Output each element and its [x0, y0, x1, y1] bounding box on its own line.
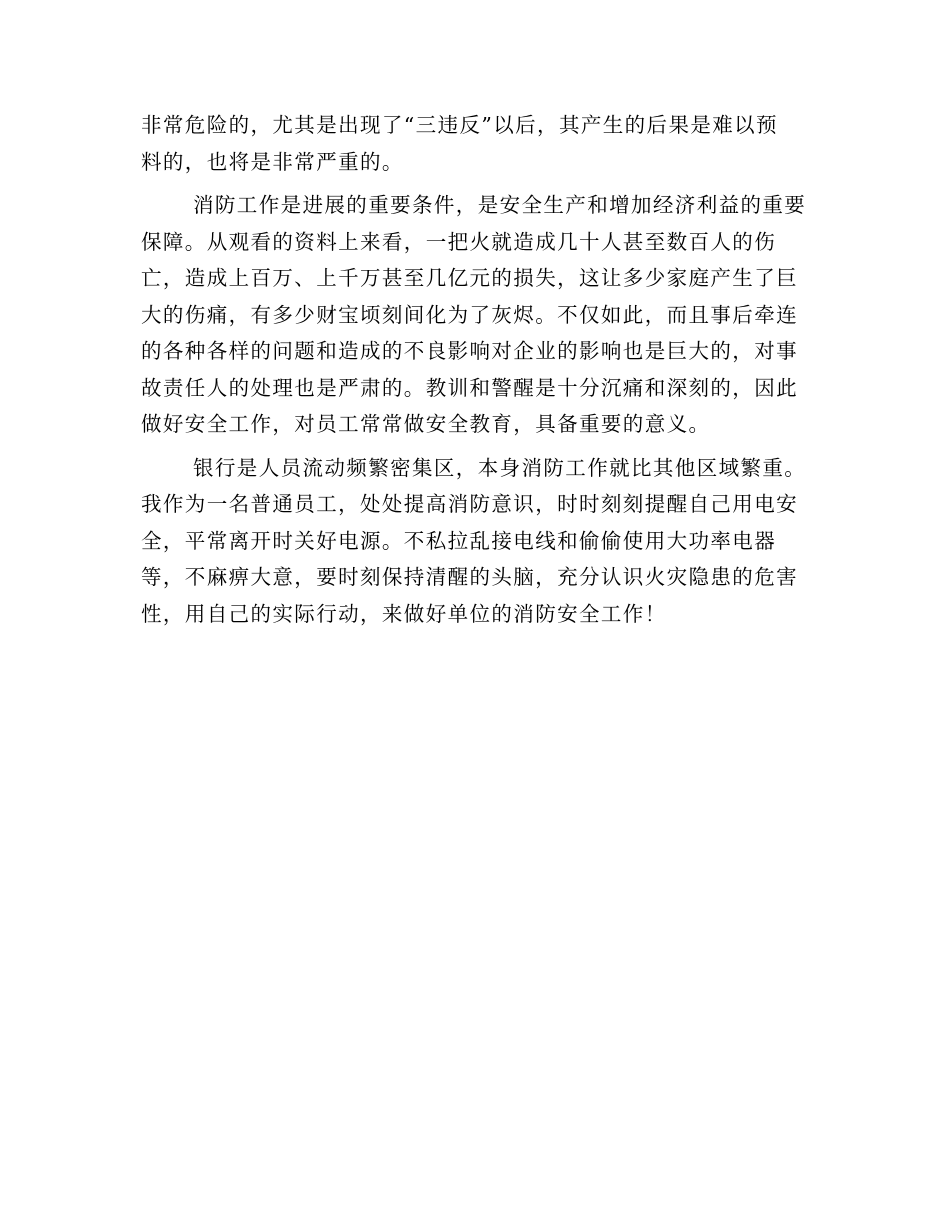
paragraph-line: 亡，造成上百万、上千万甚至几亿元的损失，这让多少家庭产生了巨 [141, 266, 798, 290]
paragraph-line: 故责任人的处理也是严肃的。教训和警醒是十分沉痛和深刻的，因此 [141, 375, 798, 400]
paragraph-2 [141, 187, 809, 443]
paragraph-line: 消防工作是进展的重要条件，是安全生产和增加经济利益的重要 [193, 193, 807, 217]
paragraph-line: 大的伤痛，有多少财宝顷刻间化为了灰烬。不仅如此，而且事后牵连 [141, 302, 798, 327]
paragraph-line: 银行是人员流动频繁密集区，本身消防工作就比其他区域繁重。 [193, 455, 807, 480]
paragraph-line: 做好安全工作，对员工常常做安全教育，具备重要的意义。 [141, 412, 711, 436]
paragraph-line: 料的，也将是非常严重的。 [141, 149, 404, 174]
paragraph-line: 等，不麻痹大意，要时刻保持清醒的头脑，充分认识火灾隐患的危害 [141, 565, 798, 589]
paragraph-line: 的各种各样的问题和造成的不良影响对企业的影响也是巨大的，对事 [141, 339, 798, 363]
paragraph-line: 全，平常离开时关好电源。不私拉乱接电线和偷偷使用大功率电器 [141, 528, 777, 553]
paragraph-3 [141, 450, 809, 633]
paragraph-line: 我作为一名普通员工，处处提高消防意识，时时刻刻提醒自己用电安 [141, 492, 798, 516]
paragraph-line: 非常危险的，尤其是出现了“三违反”以后，其产生的后果是难以预 [141, 113, 778, 137]
document-body [141, 107, 809, 639]
paragraph-1 [141, 107, 809, 180]
paragraph-line: 性，用自己的实际行动，来做好单位的消防安全工作！ [141, 601, 667, 626]
paragraph-line: 保障。从观看的资料上来看，一把火就造成几十人甚至数百人的伤 [141, 229, 777, 254]
